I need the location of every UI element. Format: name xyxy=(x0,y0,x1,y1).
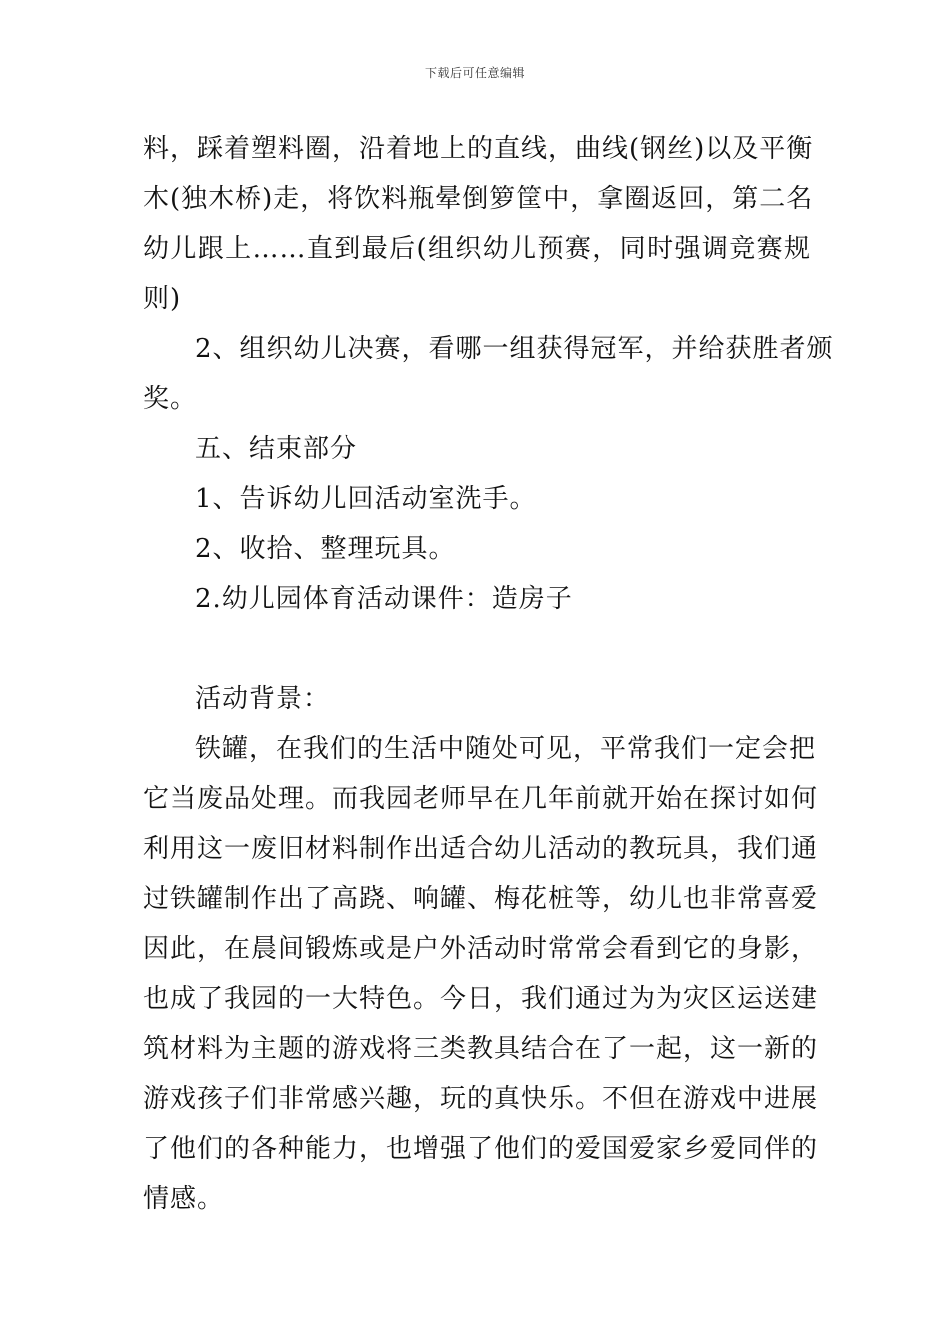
document-body xyxy=(143,124,834,1224)
text-line: 情感。 xyxy=(143,1184,225,1214)
paragraph xyxy=(143,574,811,624)
text-line: 铁罐，在我们的生活中随处可见，平常我们一定会把 xyxy=(195,734,817,764)
text-line: 筑材料为主题的游戏将三类教具结合在了一起，这一新的 xyxy=(143,1034,819,1064)
paragraph xyxy=(143,124,814,324)
text-line: 木(独木桥)走，将饮料瓶晕倒箩筐中，拿圈返回，第二名 xyxy=(143,184,814,214)
text-line: 游戏孩子们非常感兴趣，玩的真快乐。不但在游戏中进展 xyxy=(143,1084,819,1114)
blank-line xyxy=(143,624,811,674)
text-line: 幼儿跟上……直到最后(组织幼儿预赛，同时强调竞赛规 xyxy=(143,234,811,264)
text-line: 了他们的各种能力，也增强了他们的爱国爱家乡爱同伴的 xyxy=(143,1134,819,1164)
text-line: 奖。 xyxy=(143,384,198,414)
text-line: 利用这一废旧材料制作出适合幼儿活动的教玩具，我们通 xyxy=(143,834,819,864)
text-line: 过铁罐制作出了高跷、响罐、梅花桩等，幼儿也非常喜爱 xyxy=(143,884,819,914)
page-header: 下载后可任意编辑 xyxy=(424,66,525,80)
text-line: 因此，在晨间锻炼或是户外活动时常常会看到它的身影， xyxy=(143,934,819,964)
text-line: 则) xyxy=(143,284,182,314)
text-line: 活动背景： xyxy=(195,684,331,714)
paragraph xyxy=(143,474,811,524)
text-line: 也成了我园的一大特色。今日，我们通过为为灾区运送建 xyxy=(143,984,819,1014)
text-line: 五、结束部分 xyxy=(195,434,358,464)
text-line: 2.幼儿园体育活动课件：造房子 xyxy=(195,584,573,614)
paragraph xyxy=(143,724,819,1224)
text-line: 料，踩着塑料圈，沿着地上的直线，曲线(钢丝)以及平衡 xyxy=(143,134,814,164)
paragraph xyxy=(143,524,811,574)
text-line: 它当废品处理。而我园老师早在几年前就开始在探讨如何 xyxy=(143,784,819,814)
text-line: 2、收拾、整理玩具。 xyxy=(195,534,456,564)
paragraph xyxy=(143,324,834,424)
paragraph xyxy=(143,674,811,724)
text-line: 2、组织幼儿决赛，看哪一组获得冠军，并给获胜者颁 xyxy=(195,334,834,364)
paragraph xyxy=(143,424,811,474)
text-line: 1、告诉幼儿回活动室洗手。 xyxy=(195,484,537,514)
